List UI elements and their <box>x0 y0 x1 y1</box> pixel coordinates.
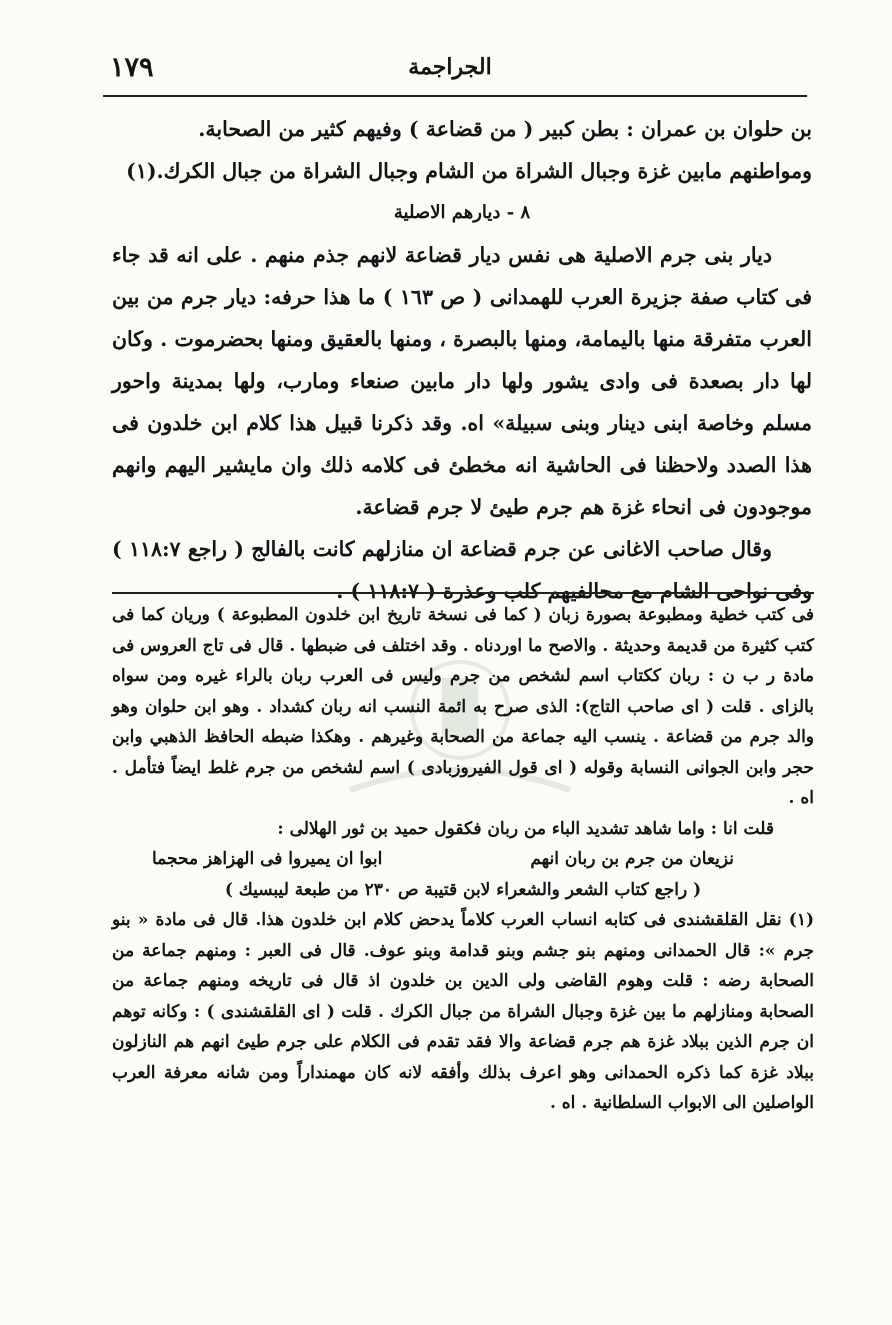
main-line-1: بن حلوان بن عمران : بطن كبير ( من قضاعة ) وفيهم كثير من الصحابة. <box>198 117 812 141</box>
main-paragraph-2: وقال صاحب الاغانى عن جرم قضاعة ان منازلهم كانت بالفالج ( راجع ١١٨:٧ ) وفى نواحى الشام مع محالفيهم كلب وعذرة ( ١١٨:٧ ) . <box>112 537 812 603</box>
footnote-separator <box>112 592 814 594</box>
page-number: ١٧٩ <box>110 52 154 83</box>
running-title: الجراجمة <box>408 54 492 80</box>
main-line-2: ومواطنهم مابين غزة وجبال الشراة من الشام وجبال الشراة من جبال الكرك.(١) <box>126 159 812 183</box>
main-paragraph-1: ديار بنى جرم الاصلية هى نفس ديار قضاعة لانهم جذم منهم . على انه قد جاء فى كتاب صفة جزيرة العرب للهمدانى ( ص ١٦٣ ) ما هذا حرفه: ديار جرم من بين العرب متفرقة منها باليمامة، ومنها بالبصرة ، ومنها بالعقيق ومنها بحضرموت . وكان لها دار بصعدة فى وادى يشور ولها دار مابين صنعاء ومارب، ولها بمدينة واحور مسلم وخاصة ابنى دينار وبنى سبيلة» اه. وقد ذكرنا قبيل هذا كلام ابن خلدون فى هذا الصدد ولاحظنا فى الحاشية انه مخطئ فى كلامه ذلك وان مايشير اليهم وانهم موجودون فى انحاء غزة هم جرم طيئ لا جرم قضاعة. <box>112 243 812 519</box>
verse-second-hemistich: ابوا ان يميروا فى الهزاهز محجما <box>152 849 383 869</box>
main-text <box>112 108 812 612</box>
footnote-paragraph-2: (١) نقل القلقشندى فى كتابه انساب العرب كلاماً يدحض كلام ابن خلدون هذا. قال فى مادة « بنو جرم »: قال الحمدانى ومنهم بنو جشم وبنو قدامة وبنو عوف. قال فى العبر : ومنهم جماعة من الصحابة رضه : قلت وهوم القاضى ولى الدين بن خلدون اذ قال فى تاريخه ومنهم جماعة من الصحابة ومنازلهم ما بين غزة وجبال الشراة من جبال الكرك . قلت ( اى القلقشندى ) : وكانه توهم ان جرم الذين ببلاد غزة هم جرم قضاعة والا فقد تقدم فى الكلام على جرم طيئ انهم هم النازلون ببلاد غزة كما ذكره الحمدانى وهو اعرف بذلك وأفقه لانه كان مهمنداراً ومن شانه معرفة العرب الواصلين الى الابواب السلطانية . اه . <box>112 910 814 1113</box>
header-rule <box>103 95 807 97</box>
footnote-paragraph-1: فى كتب خطية ومطبوعة بصورة زبان ( كما فى نسخة تاريخ ابن خلدون المطبوعة ) وريان كما فى كتب كثيرة من قديمة وحديثة . والاصح ما اوردناه . وقد اختلف فى ضبطها . قال فى تاج العروس فى مادة ر ب ن : ربان ككتاب اسم لشخص من جرم وليس فى العرب ربان بالراء غيره ومن سواه بالزاى . قلت ( اى صاحب التاج): الذى صرح به ائمة النسب انه ربان كشداد . وهو ابن حلوان وهو والد جرم من قضاعة . ينسب اليه جماعة من الصحابة وغيرهم . وهكذا ضبطه الحافظ الذهبي وابن حجر وابن الجوانى النسابة وقوله ( اى قول الفيروزبادى ) اسم لشخص من جرم غلط ايضاً فتأمل . اه . <box>112 605 814 808</box>
footnote-reference: ( راجع كتاب الشعر والشعراء لابن قتيبة ص ٢٣٠ من طبعة ليبسيك ) <box>224 879 702 900</box>
verse-first-hemistich: نزيعان من جرم بن ربان انهم <box>530 849 734 869</box>
footnotes <box>112 600 814 1119</box>
section-heading: ٨ - ديارهم الاصلية <box>393 202 531 223</box>
poetry-verse <box>112 844 814 875</box>
footnote-verse-intro: قلت انا : واما شاهد تشديد الباء من ربان فكقول حميد بن ثور الهلالى : <box>277 818 774 839</box>
